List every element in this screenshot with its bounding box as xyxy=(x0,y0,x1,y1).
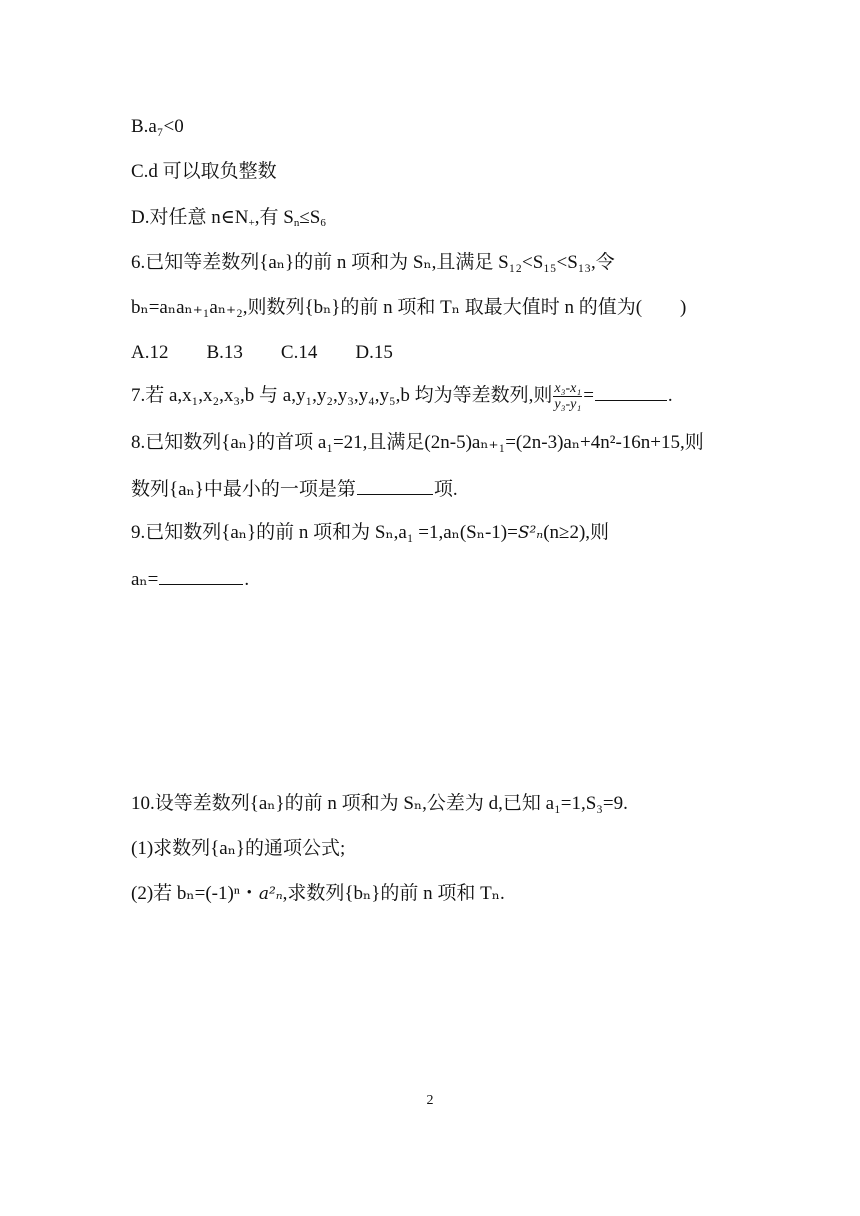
q7-fraction xyxy=(553,381,582,412)
q5-option-d xyxy=(131,205,326,231)
q8-line-1: 8.已知数列{aₙ}的首项 a₁=21,且满足(2n-5)aₙ₊₁=(2n-3)aₙ+4n²-16n+15,则 xyxy=(131,432,704,453)
q7-text: 7.若 a,x₁,x₂,x₃,b 与 a,y₁,y₂,y₃,y₄,y₅,b 均为等差数列,则 xyxy=(131,384,553,406)
q7-answer-blank xyxy=(595,382,667,401)
q7-equals: = xyxy=(583,384,594,406)
q6-option-a: A.12 xyxy=(131,342,169,363)
q6-line-2: bₙ=aₙaₙ₊₁aₙ₊₂,则数列{bₙ}的前 n 项和 Tₙ 取最大值时 n 的值为( ) xyxy=(131,297,687,318)
page-number: 2 xyxy=(426,1093,434,1108)
q8-text: 数列{aₙ}中最小的一项是第 xyxy=(131,479,356,500)
q7-line xyxy=(131,381,673,412)
q6-options xyxy=(131,340,431,366)
q10-text: (2)若 bₙ=(-1)ⁿ・ xyxy=(131,883,259,904)
q9-end: . xyxy=(244,569,250,590)
q10-math: a²ₙ xyxy=(258,884,283,904)
q5-d-text-3: ≤S xyxy=(299,207,321,228)
q7-end: . xyxy=(667,384,673,406)
q9-line-1 xyxy=(131,520,609,546)
q5-option-b: B.a₇<0 xyxy=(131,116,184,137)
q8-end: 项. xyxy=(433,479,458,500)
q10-line-2: (1)求数列{aₙ}的通项公式; xyxy=(131,838,346,859)
q8-answer-blank xyxy=(357,476,433,495)
q7-denominator: y₃-y₁ xyxy=(554,397,582,412)
q5-d-sub-n: n xyxy=(293,217,300,229)
q9-line-2 xyxy=(131,566,249,593)
q9-answer-blank xyxy=(159,566,243,585)
q9-an: aₙ= xyxy=(131,569,159,590)
q7-numerator: x₃-x₁ xyxy=(554,381,582,396)
q6-option-b: B.13 xyxy=(206,342,243,363)
q5-d-text-2: ,有 S xyxy=(254,207,294,228)
q10-line-1: 10.设等差数列{aₙ}的前 n 项和为 Sₙ,公差为 d,已知 a₁=1,S₃=9. xyxy=(131,793,628,814)
q6-option-d: D.15 xyxy=(355,342,393,363)
q9-text-post: (n≥2),则 xyxy=(543,522,610,543)
q5-d-sub-6: 6 xyxy=(320,217,326,229)
q5-option-c: C.d 可以取负整数 xyxy=(131,161,277,182)
q10-line-3 xyxy=(131,881,505,907)
q8-line-2 xyxy=(131,476,458,503)
q6-line-1: 6.已知等差数列{aₙ}的前 n 项和为 Sₙ,且满足 S₁₂<S₁₅<S₁₃,令 xyxy=(131,252,615,273)
q6-option-c: C.14 xyxy=(280,342,318,363)
q10-text-post: ,求数列{bₙ}的前 n 项和 Tₙ. xyxy=(282,883,505,904)
q5-d-text-1: D.对任意 n∈N xyxy=(131,207,249,228)
q9-math: S²ₙ xyxy=(517,523,544,543)
q5-d-plus: + xyxy=(248,217,255,229)
q9-text: 9.已知数列{aₙ}的前 n 项和为 Sₙ,a₁ =1,aₙ(Sₙ-1)= xyxy=(131,522,518,543)
